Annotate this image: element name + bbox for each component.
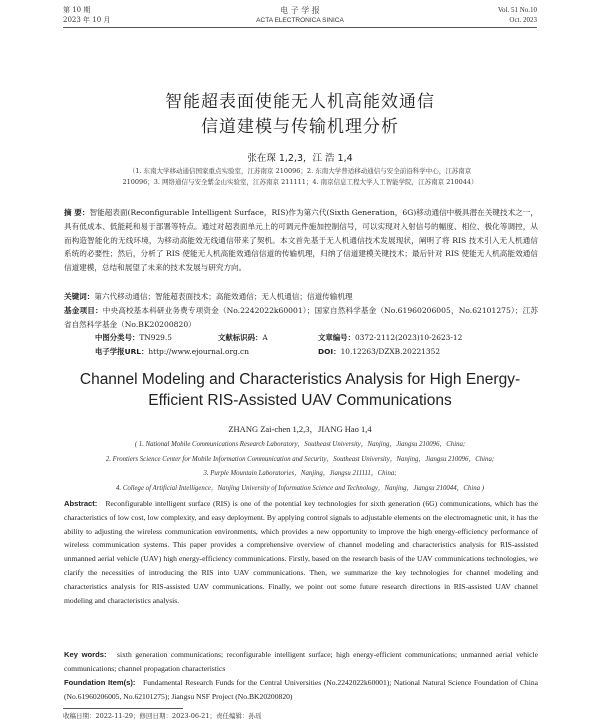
clc-number (95, 331, 172, 344)
date-en: Oct. 2023 (509, 16, 537, 24)
document-code-label: 文献标识码： (218, 333, 263, 342)
document-code (218, 331, 268, 344)
keywords-en (64, 648, 538, 676)
keywords-en-label: Key words: (64, 650, 107, 659)
article-number-label: 文章编号： (318, 333, 355, 342)
affiliation-cn-line1: （1. 东南大学移动通信国家重点实验室，江苏南京 210096；2. 东南大学普适移动通信与安全前沿科学中心，江苏南京 (128, 167, 472, 175)
fund-en-text: Fundamental Research Funds for the Central Universities (No.2242022k60001); National Natural Science Foundation of China (No.61960206005, No.62101275); Jiangsu NSF Project (No.BK20200820) (64, 678, 538, 701)
journal-url (95, 345, 249, 358)
affiliation-en (0, 438, 600, 496)
received-dates: 收稿日期：2022-11-29；修回日期：2023-06-21；责任编辑：孙瑶 (63, 712, 262, 720)
keywords-en-text: sixth generation communications; reconfigurable intelligent surface; high energy-efficient communications; unmanned aerial vehicle communications; channel propagation characteristics (64, 650, 538, 673)
abstract-en-text: Reconfigurable intelligent surface (RIS) is one of the potential key technologies for sixth generation (6G) communications, which has the characteristics of low cost, low complexity, and easy deployment. By applying control signals to adjustable elements on the electromagnetic unit, it has the ability to adjusting the wireless communication environments, which provides a new opportunity to improve the high energy-efficiency performance of wireless communication systems. This paper provides a comprehensive overview of channel modeling and characteristics analysis for RIS-assisted unmanned aerial vehicle (UAV) high energy-efficiency communications. Firstly, based on the research basis of the UAV communications technologies, we clarify the necessities of introducing the RIS into UAV communications. Then, we summarize the key technologies for channel modeling and characteristics analysis for RIS-assisted UAV communications. Finally, we point out some future research directions in RIS-assisted UAV channel modeling and characteristics analysis. (64, 499, 538, 605)
article-number-value: 0372-2112(2023)10-2623-12 (354, 333, 463, 342)
affiliation-en-2: 2. Frontiers Science Center for Mobile Information Communication and Security，Southeast University，Nanjing，Jiangsu 210096，China; (105, 455, 495, 463)
keywords-cn (64, 290, 538, 304)
affiliation-cn-line2: 210096；3. 网络通信与安全紫金山实验室，江苏南京 211111；4. 南京信息工程大学人工智能学院，江苏南京 210044） (122, 178, 478, 186)
authors-en: ZHANG Zai-chen 1,2,3，JIANG Hao 1,4 (228, 424, 372, 434)
header-rule (63, 27, 537, 28)
title-cn-line1: 智能超表面使能无人机高能效通信 (165, 92, 435, 112)
fund-cn (64, 304, 538, 332)
authors-cn: 张在琛 1,2,3，江 浩 1,4 (247, 153, 353, 164)
journal-name-en: ACTA ELECTRONICA SINICA (256, 17, 344, 24)
article-number (318, 331, 462, 344)
clc-value: TN929.5 (139, 333, 172, 342)
affiliation-en-1: ( 1. National Mobile Communications Research Laboratory，Southeast University，Nanjing，Jiangsu 210096，China; (134, 441, 466, 448)
title-cn-line2: 信道建模与传输机理分析 (201, 117, 399, 137)
fund-en (64, 676, 538, 704)
doi-value[interactable]: 10.12263/DZXB.20221352 (340, 347, 441, 356)
abstract-cn-label: 摘 要： (64, 208, 90, 217)
journal-name-cn: 电 子 学 报 (280, 6, 320, 15)
affiliation-en-3: 3. Purple Mountain Laboratories，Nanjing，Jiangsu 211111，China; (203, 470, 397, 477)
title-en-line2: Efficient RIS-Assisted UAV Communications (148, 392, 452, 409)
keywords-cn-text: 第六代移动通信；智能超表面技术；高能效通信；无人机通信；信道传输机理 (94, 292, 353, 301)
date-cn: 2023 年 10 月 (63, 16, 111, 24)
fund-cn-label: 基金项目： (64, 306, 103, 315)
keywords-cn-label: 关键词： (64, 292, 95, 301)
journal-url-value[interactable]: http://www.ejournal.org.cn (148, 347, 249, 356)
volume-number: Vol. 51 No.10 (497, 6, 537, 14)
fund-cn-text: 中央高校基本科研业务费专项资金（No.2242022k60001）；国家自然科学基金（No.61960206005，No.62101275）；江苏省自然科学基金（No.BK20200820） (64, 306, 539, 329)
abstract-cn (64, 206, 538, 275)
doi-label: DOI： (318, 347, 341, 356)
title-en-line1: Channel Modeling and Characteristics Analysis for High Energy- (79, 371, 521, 388)
abstract-en-label: Abstract: (64, 499, 98, 508)
footer-rule (63, 708, 183, 709)
clc-label: 中图分类号： (95, 333, 140, 342)
abstract-cn-text: 智能超表面(Reconfigurable Intelligent Surface，RIS)作为第六代(Sixth Generation，6G)移动通信中极具潜在关键技术之一，具有低成本、低能耗和易于部署等特点。通过对超表面单元上的可调元件施加控制信号，可以实现对入射信号的幅度、相位、极化等调控，从而构造智能化的无线环境，为移动高能效无线通信带来了契机。本文首先基于无人机通信技术发展现状，阐明了将 RIS 技术引入无人机通信系统的必要性；然后，分析了 RIS 使能无人机高能效通信信道的传输机理，归纳了信道建模关键技术；最后针对 RIS 使能无人机高能效通信信道建模，总结和展望了未来的技术发展与研究方向。 (64, 208, 538, 273)
abstract-en (64, 497, 538, 607)
document-code-value: A (262, 333, 268, 342)
fund-en-label: Foundation Item(s): (64, 678, 136, 687)
issue-number-cn: 第 10 期 (63, 6, 91, 14)
affiliation-en-4: 4. College of Artificial Intelligence，Nanjing University of Information Science and Technology，Nanjing，Jiangsu 210044，China ) (116, 484, 484, 492)
doi (318, 345, 440, 358)
journal-url-label: 电子学报URL： (95, 347, 149, 356)
